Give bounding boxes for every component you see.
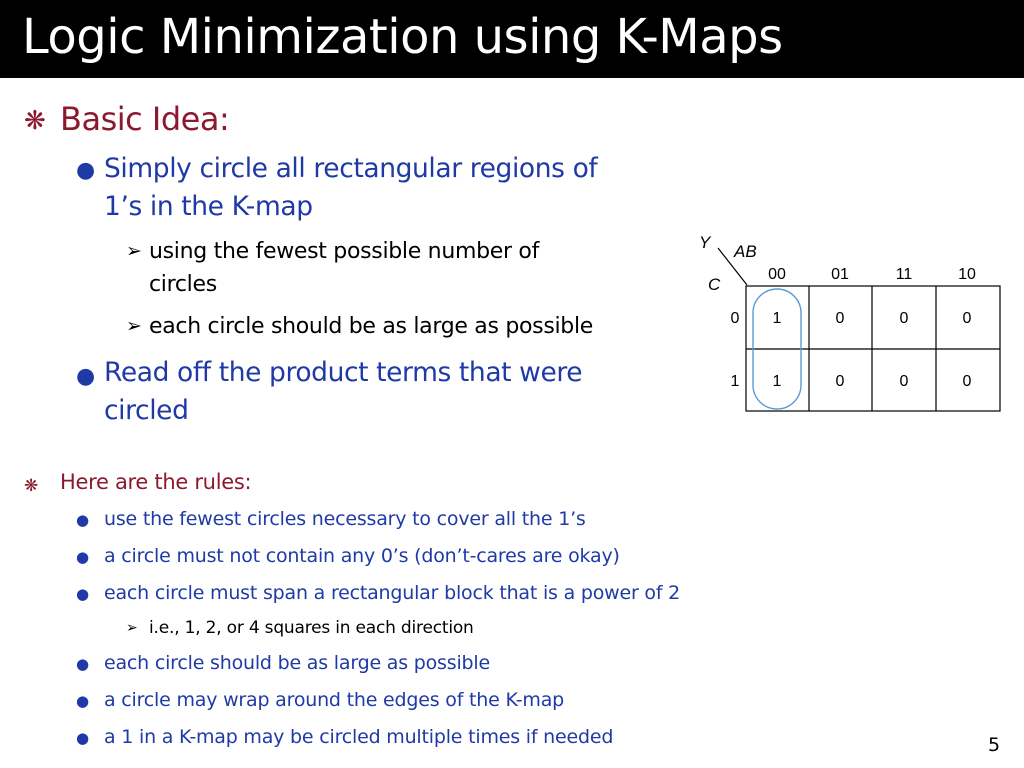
rule3-sub-text: i.e., 1, 2, or 4 squares in each direction [149,618,474,638]
kmap-cell: 0 [899,373,909,390]
kmap-cell: 0 [835,310,845,327]
rule2-text: a circle must not contain any 0’s (don’t-cares are okay) [104,545,620,567]
bullet1-line2: 1’s in the K-map [104,191,313,222]
bullet2-line1: Read off the product terms that were [104,357,583,388]
bullet1-line1: Simply circle all rectangular regions of [104,153,598,184]
kmap-col-header: 11 [895,266,913,283]
kmap-col-header: 10 [958,266,976,283]
rule4-text: each circle should be as large as possible [104,652,490,674]
asterisk-icon: ❋ [24,476,39,496]
asterisk-icon: ❋ [24,106,46,136]
section1-heading: Basic Idea: [60,100,230,138]
bullet-dot-icon: ● [76,585,90,603]
sub1-line2: circles [149,272,217,297]
kmap-row-header: 0 [730,310,740,327]
arrow-right-icon: ➢ [126,620,138,636]
k-map-diagram [690,228,1010,428]
rule6-text: a 1 in a K-map may be circled multiple times if needed [104,726,614,748]
arrow-right-icon: ➢ [126,315,142,337]
rule1-text: use the fewest circles necessary to cover all the 1’s [104,508,586,530]
slide-title: Logic Minimization using K-Maps [22,9,783,65]
kmap-cell: 1 [772,310,782,327]
kmap-cell: 1 [772,373,782,390]
bullet-dot-icon: ● [76,511,90,529]
rule3-text: each circle must span a rectangular block that is a power of 2 [104,582,681,604]
arrow-right-icon: ➢ [126,240,142,262]
bullet-dot-icon: ● [76,729,90,747]
sub1-line1: using the fewest possible number of [149,239,540,264]
bullet-dot-icon: ● [76,548,90,566]
kmap-cell: 0 [899,310,909,327]
kmap-row-variable: C [708,275,721,294]
bullet-dot-icon: ● [76,364,96,389]
kmap-cell: 0 [962,373,972,390]
bullet-dot-icon: ● [76,158,96,183]
bullet-dot-icon: ● [76,692,90,710]
kmap-cell: 0 [835,373,845,390]
bullet2-line2: circled [104,395,189,426]
section2-heading: Here are the rules: [60,470,252,494]
page-number: 5 [988,734,1001,756]
title-bar [0,0,1024,78]
bullet-dot-icon: ● [76,655,90,673]
kmap-row-header: 1 [730,373,740,390]
kmap-output-label: Y [699,233,711,252]
kmap-cell: 0 [962,310,972,327]
kmap-column-variables: AB [734,242,757,261]
kmap-col-header: 01 [831,266,849,283]
kmap-col-header: 00 [768,266,786,283]
rule5-text: a circle may wrap around the edges of the K-map [104,689,564,711]
sub2-text: each circle should be as large as possible [149,314,594,339]
